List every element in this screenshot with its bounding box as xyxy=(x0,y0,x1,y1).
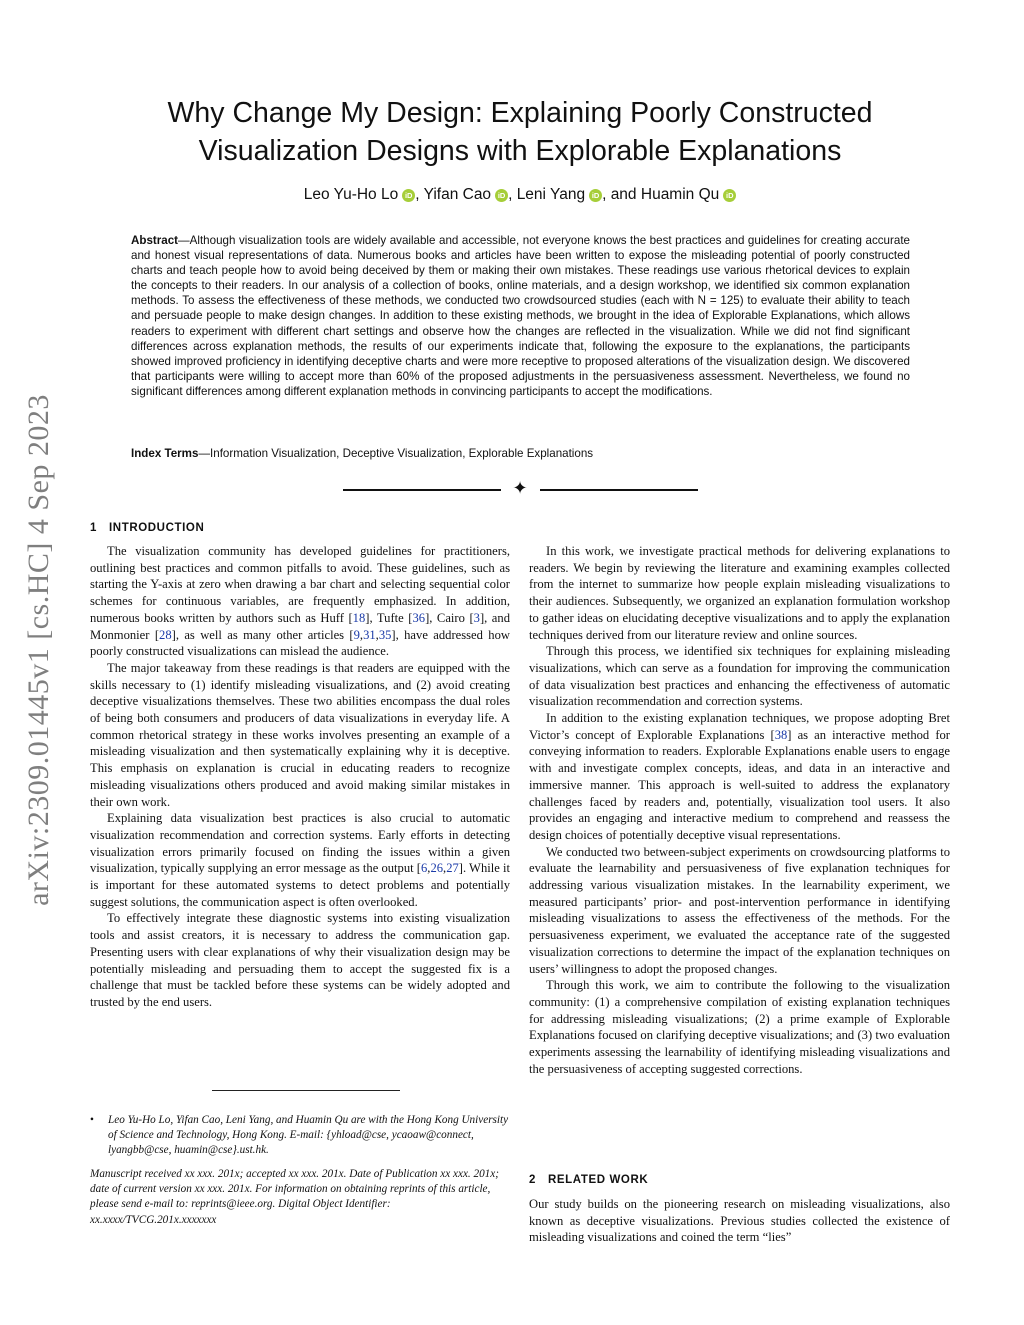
section-number: 1 xyxy=(90,522,97,534)
citation-link[interactable]: 38 xyxy=(774,727,788,742)
intro-paragraph-3 xyxy=(90,810,510,910)
left-column xyxy=(90,543,510,1011)
intro-paragraph-2: The major takeaway from these readings is that readers are equipped with the skills necessary to (1) identify misleading visualizations, and (2) avoid creating deceptive visualizations themselves. These two abilities encompass the dual roles of being both consumers and producers of data visualizations in everyday life. A common rhetorical strategy in these works involves presenting an example of a misleading visualization and then systematically explaining why it is deceptive. This emphasis on explanation is crucial in educating readers to recognize misleading visualizations others produced and avoid making similar mistakes in their own work. xyxy=(90,660,510,809)
footnote-manuscript: Manuscript received xx xxx. 201x; accepted xx xxx. 201x. Date of Publication xx xxx. 201x; date of current version xx xxx. 201x. For information on obtaining reprints of this article, please send e-mail to: reprints@ieee.org. Digital Object Identifier: xx.xxxx/TVCG.201x.xxxxxxx xyxy=(90,1168,499,1226)
abstract-text: —Although visualization tools are widely available and accessible, not everyone knows the best practices and guidelines for creating accurate and honest visual representations of data. Numerous books and articles have been written to expose the misleading potential of poorly constructed charts and teach people how to avoid being deceived by them or making their own mistakes. These readings use various rhetorical devices to explain the concepts to their readers. In our analysis of a collection of books, online materials, and a design workshop, we identified six common explanation methods. To assess the effectiveness of these methods, we conducted two crowdsourced studies (each with N = 125) to evaluate their ability to teach and persuade people to make design changes. In addition to these existing methods, we brought in the idea of Explorable Explanations, which allows readers to experiment with different chart settings and observe how the changes are reflected in the visualization. While we did not find significant differences across explanation methods, the results of our experiments indicate that, following the exposure to the explanations, the participants showed improved proficiency in identifying deceptive charts and were more receptive to proposed alterations of the visualization design. We discovered that participants were willing to accept more than 60% of the proposed adjustments in the persuasiveness assessment. Nevertheless, we found no significant differences among different explanation methods in convincing participants to accept the modifications. xyxy=(131,234,910,398)
orcid-icon[interactable]: iD xyxy=(723,189,736,202)
separator-line-left xyxy=(343,489,501,491)
author-separator: , xyxy=(508,186,513,203)
text-run: ] as an interactive method for conveying information to readers. Explorable Explanations enable users to engage with and investigate complex concepts, ideas, and data in an interactive and immersive manner. This approach is well-suited to address the explanatory challenges faced by readers and, potentially, visualization tool users. It also provides an engaging and interactive medium to comprehend and reassess the design choices of potentially deceptive visual representations. xyxy=(529,727,951,842)
orcid-icon[interactable]: iD xyxy=(402,189,415,202)
author-separator: , xyxy=(415,186,420,203)
footnote-rule xyxy=(212,1090,400,1091)
text-run: ], Cairo [ xyxy=(425,610,474,625)
author-name: Leo Yu-Ho Lo xyxy=(303,186,399,203)
citation-link[interactable]: 35 xyxy=(378,627,392,642)
text-run: ], as well as many other articles [ xyxy=(171,627,354,642)
text-run: , xyxy=(427,861,431,876)
citation-link[interactable]: 26 xyxy=(430,861,444,876)
text-run: The visualization community has developed guidelines for practitioners, outlining best practices and common pitfalls to avoid. These guidelines, such as starting the Y-axis at zero when drawing a bar chart and selecting sequential color schemes for continuous variables, are frequently emphasized. In addition, numerous books written by authors such as Huff [ xyxy=(90,544,510,625)
separator-line-right xyxy=(540,489,698,491)
footnote-affiliation-text: Leo Yu-Ho Lo, Yifan Cao, Leni Yang, and Huamin Qu are with the Hong Kong University of Science and Technology, Hong Kong. E-mail: {yhload@cse, ycaoaw@connect, lyangbb@cse, huamin@cse}.ust.hk. xyxy=(108,1114,509,1157)
index-terms-text: —Information Visualization, Deceptive Visualization, Explorable Explanations xyxy=(198,447,594,460)
text-run: ], Tufte [ xyxy=(365,610,413,625)
citation-link[interactable]: 36 xyxy=(412,610,426,625)
text-run: In addition to the existing explanation techniques, we propose adopting Bret Victor’s concept of Explorable Explanations [ xyxy=(529,711,950,742)
abstract-label: Abstract xyxy=(131,234,179,247)
author-name: Leni Yang xyxy=(516,186,586,203)
title-line-2: Visualization Designs with Explorable Explanations xyxy=(198,135,842,167)
section-title: INTRODUCTION xyxy=(109,522,205,534)
index-terms-label: Index Terms xyxy=(131,447,199,460)
section-title: RELATED WORK xyxy=(548,1174,649,1186)
related-work-column xyxy=(529,1196,950,1246)
footnote-bullet: • xyxy=(90,1114,94,1126)
author-name: Yifan Cao xyxy=(423,186,492,203)
intro-paragraph-6: Through this process, we identified six techniques for explaining misleading visualizations, which can serve as a foundation for improving the communication of data visualization best practices and enhancing the effectiveness of automatic visualization recommendation and correction systems. xyxy=(529,644,950,709)
index-terms xyxy=(131,447,910,460)
intro-paragraph-4: To effectively integrate these diagnostic systems into existing visualization tools and assist creators, it is necessary to address the communication gap. Presenting users with clear explanations of why their visualization design may be potentially misleading and persuading them to accept the suggested fix is a challenge that must be tackled before these systems can be widely adopted and trusted by the end users. xyxy=(90,911,510,1009)
intro-paragraph-9: Through this work, we aim to contribute the following to the visualization community: (1) a comprehensive compilation of existing explanation techniques for addressing misleading visualizations; (2) a prime example of Explorable Explanations focused on clarifying deceptive visualizations; and (3) two evaluation experiments assessing the learnability of identifying misleading visualizations and the persuasiveness of accepting suggested corrections. xyxy=(529,978,950,1076)
author-name: Huamin Qu xyxy=(640,186,720,203)
text-run: ], and Monmonier [ xyxy=(90,610,510,642)
intro-paragraph-8: We conducted two between-subject experiments on crowdsourcing platforms to evaluate the learnability and persuasiveness of five explanation techniques for addressing various visualization mistakes. In the learnability experiment, we measured participants’ prior- and post-intervention performance in identifying misleading visualizations to assess the effectiveness of the methods. For the persuasiveness experiment, we evaluated the acceptance rate of the suggested visualization corrections to determine the impact of the explanation techniques on users’ willingness to adopt the proposed changes. xyxy=(529,844,950,976)
author-separator: , and xyxy=(602,186,637,203)
text-run: ]. While it is important for these automated systems to detect problems and potentially suggest solutions, the communication aspect is often overlooked. xyxy=(90,861,510,909)
arxiv-stamp xyxy=(4,365,74,935)
orcid-icon[interactable]: iD xyxy=(495,189,508,202)
section-heading-related-work xyxy=(529,1174,648,1186)
arxiv-id[interactable]: arXiv:2309.01445v1 [cs.HC] 4 Sep 2023 xyxy=(22,394,56,906)
right-column xyxy=(529,543,950,1078)
intro-paragraph-7 xyxy=(529,710,950,844)
section-number: 2 xyxy=(529,1174,536,1186)
related-paragraph-1: Our study builds on the pioneering research on misleading visualizations, also known as deceptive visualizations. Previous studies collected the existence of misleading visualizations and coined the term “lies” xyxy=(529,1197,950,1245)
text-run: , xyxy=(443,861,447,876)
orcid-icon[interactable]: iD xyxy=(589,189,602,202)
text-run: Explaining data visualization best practices is also crucial to automatic visualization recommendation and correction systems. Early efforts in detecting visualization errors primarily focused on finding the issues within a given visualization, typically supplying an error message as the output [ xyxy=(90,811,510,876)
abstract xyxy=(131,233,910,399)
citation-link[interactable]: 31 xyxy=(363,627,376,642)
section-heading-introduction xyxy=(90,522,204,534)
citation-link[interactable]: 9 xyxy=(353,627,360,642)
footnote-affiliation xyxy=(90,1113,510,1159)
text-run: , xyxy=(375,627,379,642)
citation-link[interactable]: 6 xyxy=(420,861,428,876)
separator-diamond-icon: ✦ xyxy=(512,478,528,499)
citation-link[interactable]: 3 xyxy=(473,610,480,625)
citation-link[interactable]: 28 xyxy=(159,627,172,642)
text-run: , xyxy=(359,627,364,642)
citation-link[interactable]: 18 xyxy=(352,610,366,625)
citation-link[interactable]: 27 xyxy=(446,861,459,876)
title-line-1: Why Change My Design: Explaining Poorly Constructed xyxy=(167,97,873,129)
author-list xyxy=(120,186,920,204)
text-run: ], have addressed how poorly constructed visualizations can mislead the audience. xyxy=(90,627,510,659)
paper-title xyxy=(120,94,920,170)
intro-paragraph-5: In this work, we investigate practical methods for delivering explanations to readers. We begin by reviewing the literature and examining examples collected from the internet to summarize how people explain misleading visualizations to their audiences. Subsequently, we organized an explanation formulation workshop to gather ideas on elucidating deceptive visualizations and to apply the explanation techniques derived from our literature review and online sources. xyxy=(529,544,950,642)
intro-paragraph-1 xyxy=(90,543,510,660)
